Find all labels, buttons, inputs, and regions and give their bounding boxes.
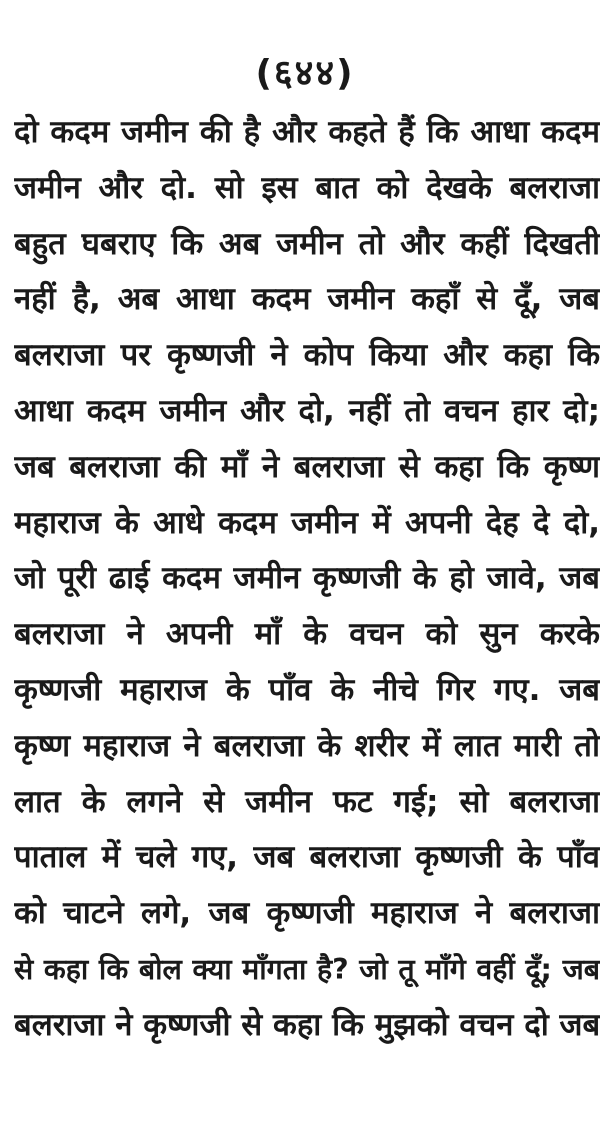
text-line: से कहा कि बोल क्या माँगता है? जो तू माँगे वहीं दूँ; जब <box>14 952 600 986</box>
text-line: बलराजा पर कृष्णजी ने कोप किया और कहा कि <box>14 337 600 374</box>
text-line: पाताल में चले गए, जब बलराजा कृष्णजी के पाँव <box>14 839 600 876</box>
text-line: नहीं है, अब आधा कदम जमीन कहाँ से दूँ, जब <box>14 281 600 318</box>
text-line: आधा कदम जमीन और दो, नहीं तो वचन हार दो; <box>14 392 600 429</box>
body-text <box>14 105 600 1054</box>
text-line: कृष्ण महाराज ने बलराजा के शरीर में लात मारी तो <box>14 727 600 764</box>
text-line: जमीन और दो. सो इस बात को देखके बलराजा <box>14 169 600 206</box>
text-line: जो पूरी ढाई कदम जमीन कृष्णजी के हो जावे, जब <box>14 560 600 597</box>
text-line: बलराजा ने कृष्णजी से कहा कि मुझको वचन दो जब <box>14 1006 600 1043</box>
text-line: बलराजा ने अपनी माँ के वचन को सुन करके <box>14 616 600 653</box>
text-line: कृष्णजी महाराज के पाँव के नीचे गिर गए. जब <box>14 671 600 708</box>
page-number: (६४४) <box>255 53 355 94</box>
text-line: बहुत घबराए कि अब जमीन तो और कहीं दिखती <box>14 225 600 262</box>
text-line: महाराज के आधे कदम जमीन में अपनी देह दे दो, <box>14 504 600 541</box>
text-line: लात के लगने से जमीन फट गई; सो बलराजा <box>14 783 600 820</box>
text-line: दो कदम जमीन की है और कहते हैं कि आधा कदम <box>14 114 600 150</box>
text-line: जब बलराजा की माँ ने बलराजा से कहा कि कृष्ण <box>14 448 600 485</box>
text-line: को चाटने लगे, जब कृष्णजी महाराज ने बलराजा <box>14 895 600 932</box>
